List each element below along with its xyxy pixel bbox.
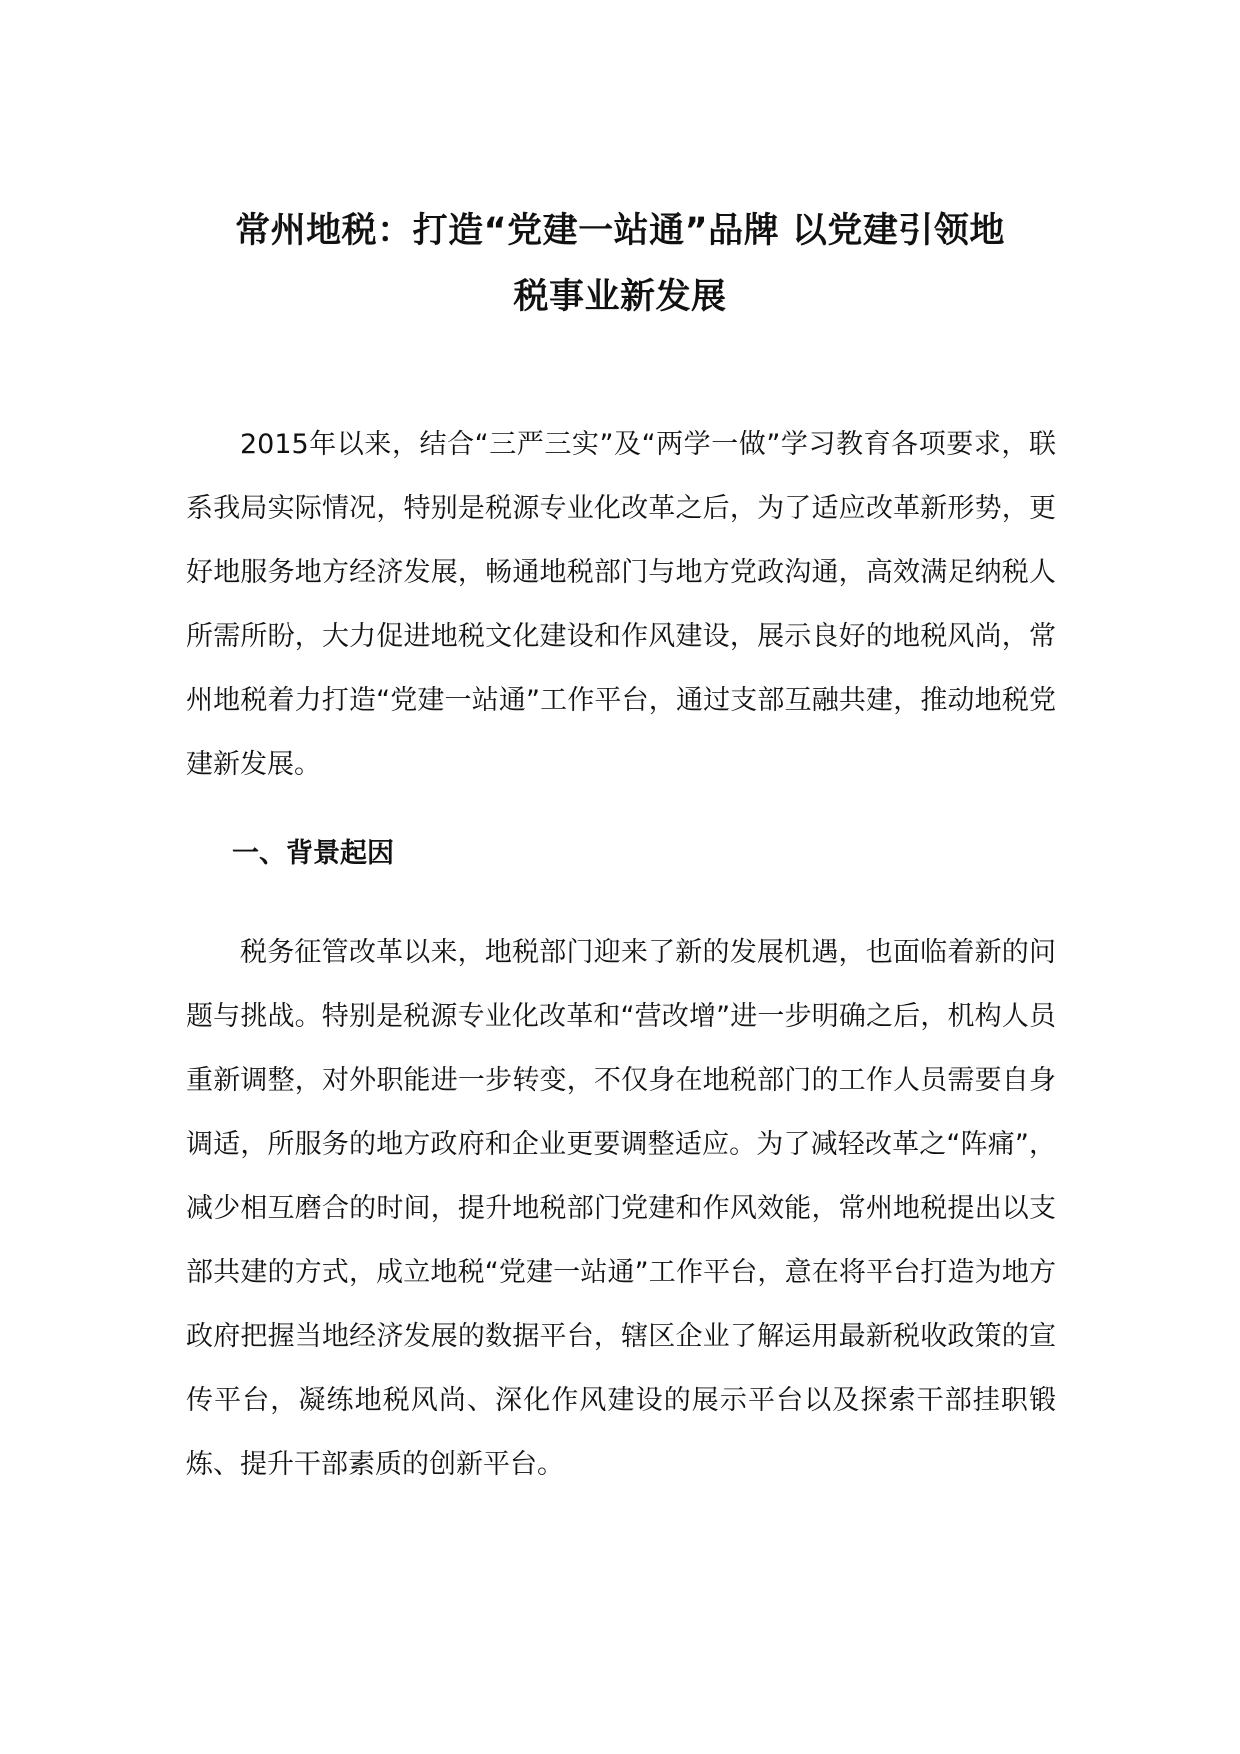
intro-paragraph: 2015年以来，结合“三严三实”及“两学一做”学习教育各项要求，联系我局实际情况，特别是税源专业化改革之后，为了适应改革新形势，更好地服务地方经济发展，畅通地税部门与地方党政沟通，高效满足纳税人所需所盼，大力促进地税文化建设和作风建设，展示良好的地税风尚，常州地税着力打造“党建一站通”工作平台，通过支部互融共建，推动地税党建新发展。 bbox=[186, 429, 1056, 780]
section-paragraph-background: 税务征管改革以来，地税部门迎来了新的发展机遇，也面临着新的问题与挑战。特别是税源专业化改革和“营改增”进一步明确之后，机构人员重新调整，对外职能进一步转变，不仅身在地税部门的工作人员需要自身调适，所服务的地方政府和企业更要调整适应。为了减轻改革之“阵痛”，减少相互磨合的时间，提升地税部门党建和作风效能，常州地税提出以支部共建的方式，成立地税“党建一站通”工作平台，意在将平台打造为地方政府把握当地经济发展的数据平台，辖区企业了解运用最新税收政策的宣传平台，凝练地税风尚、深化作风建设的展示平台以及探索干部挂职锻炼、提升干部素质的创新平台。 bbox=[186, 937, 1056, 1480]
title-line-2: 税事业新发展 bbox=[513, 277, 727, 317]
document-title bbox=[180, 198, 1060, 330]
title-line-1: 常州地税：打造“党建一站通”品牌 以党建引领地 bbox=[235, 211, 1005, 251]
section-heading-background: 一、背景起因 bbox=[232, 838, 394, 869]
